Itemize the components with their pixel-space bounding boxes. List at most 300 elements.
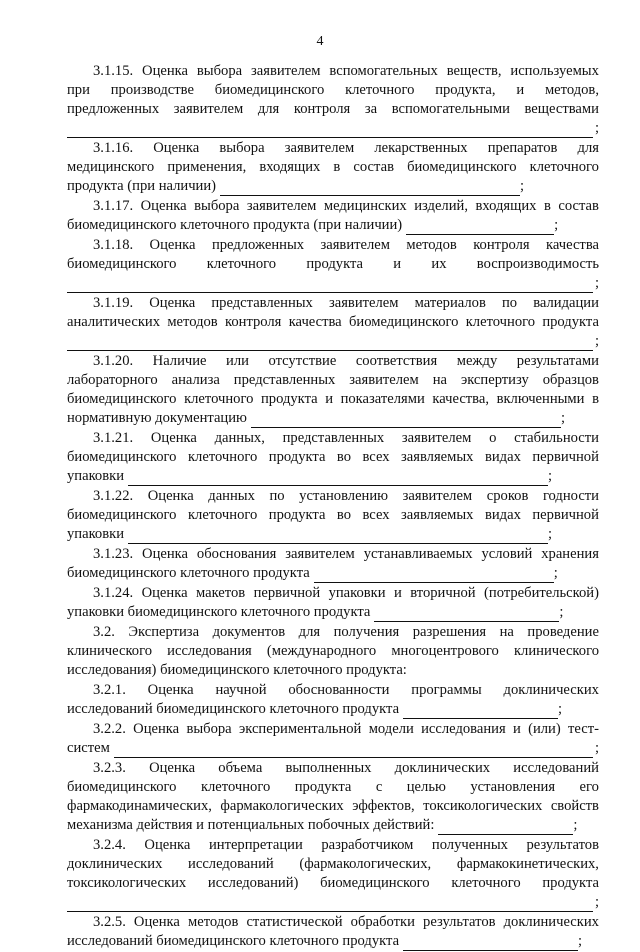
word: доклинических	[67, 856, 163, 872]
word: производстве	[110, 82, 194, 98]
word: объема	[218, 760, 263, 776]
word: изделий,	[414, 198, 468, 214]
line-text: упаковки	[67, 468, 125, 484]
word: заявителем	[285, 546, 355, 562]
word: заявителем	[173, 101, 244, 117]
text-line	[67, 62, 599, 81]
word: Оценка	[140, 198, 187, 214]
word: заявителем	[251, 63, 321, 79]
fill-in-blank[interactable]	[403, 935, 578, 951]
word: условий	[481, 546, 533, 562]
line-end-punct: ;	[553, 565, 558, 581]
word: исследований	[188, 856, 274, 872]
word: продукта,	[435, 82, 496, 98]
word: (или)	[528, 721, 561, 737]
word: клеточного	[187, 449, 258, 465]
word: (потребительской)	[484, 585, 599, 601]
word: 3.1.20.	[93, 353, 134, 369]
word: доклинических	[503, 682, 599, 698]
word: годности	[542, 488, 599, 504]
word: образцов	[542, 372, 599, 388]
fill-in-blank[interactable]	[67, 279, 593, 293]
word: 3.1.18.	[93, 237, 134, 253]
word: клеточного	[206, 256, 277, 272]
fill-in-blank[interactable]	[403, 703, 558, 719]
word: Наличие	[152, 353, 207, 369]
word: установления	[470, 779, 556, 795]
document-body	[67, 62, 599, 952]
clause-3-1-19	[67, 294, 599, 351]
line-end-punct: ;	[594, 120, 599, 136]
word: за	[364, 101, 378, 117]
word: биомедицинского	[407, 159, 517, 175]
word: тест-	[568, 721, 599, 737]
line-end-punct: ;	[594, 333, 599, 349]
word: 3.2.	[93, 624, 115, 640]
text-line	[67, 177, 599, 196]
text-line	[67, 584, 599, 603]
fill-in-blank[interactable]	[67, 898, 593, 912]
text-line	[67, 564, 599, 583]
word: 3.1.17.	[93, 198, 134, 214]
word: на	[499, 624, 514, 640]
text-line	[67, 487, 599, 506]
word: продукта	[260, 391, 318, 407]
word: контроля	[473, 237, 530, 253]
fill-in-blank[interactable]	[128, 470, 548, 486]
word: (фармакологических,	[299, 856, 432, 872]
word: состав	[558, 198, 599, 214]
word: (международного	[266, 643, 377, 659]
word: соответствия	[355, 353, 438, 369]
word: фармакодинамических,	[67, 798, 212, 814]
line-text: нормативную документацию	[67, 410, 247, 426]
text-line	[67, 778, 599, 797]
word: при	[67, 82, 90, 98]
word: Экспертиза	[128, 624, 200, 640]
line-text: биомедицинского клеточного продукта (при наличии)	[67, 217, 403, 233]
word: заявителем	[284, 140, 355, 156]
word: показателями	[340, 391, 425, 407]
word: входящих	[259, 159, 321, 175]
word: 3.2.3.	[93, 760, 126, 776]
word: установлению	[299, 488, 389, 504]
word: клеточного	[345, 82, 415, 98]
text-line	[67, 525, 599, 544]
word: Оценка	[147, 682, 194, 698]
word: выбора	[194, 198, 240, 214]
fill-in-blank[interactable]	[128, 528, 548, 544]
word: проведение	[527, 624, 599, 640]
clause-3-1-18	[67, 236, 599, 293]
text-line	[67, 874, 599, 893]
line-end-punct: ;	[594, 275, 599, 291]
word: биомедицинского	[67, 256, 177, 272]
line-text: механизма действия и потенциальных побочных действий:	[67, 817, 435, 833]
word: веществами	[524, 101, 599, 117]
word: токсикологических	[67, 875, 187, 891]
word: токсикологических	[423, 798, 543, 814]
line-end-punct: ;	[578, 933, 583, 949]
word: данных,	[214, 430, 265, 446]
word: фармакологических	[220, 798, 344, 814]
word: сроков	[486, 488, 529, 504]
text-line	[67, 158, 599, 177]
word: для	[298, 624, 321, 640]
line-end-punct: ;	[548, 468, 553, 484]
fill-in-blank[interactable]	[67, 124, 593, 138]
clause-3-1-15	[67, 62, 599, 138]
word: результатов	[526, 837, 599, 853]
word: статистической	[246, 914, 343, 930]
word: качества	[546, 237, 599, 253]
word: включенными	[496, 391, 585, 407]
word: выполненных	[285, 760, 372, 776]
line-text: упаковки биомедицинского клеточного продукта	[67, 604, 371, 620]
word: с	[375, 779, 383, 795]
word: макетов	[195, 585, 246, 601]
word: их	[431, 256, 447, 272]
text-line	[67, 332, 599, 351]
fill-in-blank[interactable]	[406, 219, 554, 235]
word: разработчиком	[321, 837, 414, 853]
text-line	[67, 855, 599, 874]
word: продукта	[268, 449, 326, 465]
word: исследования	[421, 721, 506, 737]
word: и	[393, 256, 402, 272]
word: программы	[411, 682, 482, 698]
text-line	[67, 759, 599, 778]
text-line	[67, 913, 599, 932]
word: 3.1.23.	[93, 546, 134, 562]
word: биомедицинского	[348, 314, 459, 330]
word: во	[336, 507, 351, 523]
line-end-punct: ;	[573, 817, 578, 833]
text-line	[67, 603, 599, 622]
fill-in-blank[interactable]	[251, 412, 561, 428]
word: документов	[212, 624, 286, 640]
word: видах	[484, 507, 521, 523]
word: 3.2.5.	[93, 914, 126, 930]
word: полученных	[431, 837, 508, 853]
word: по	[501, 295, 518, 311]
word: представленных	[282, 430, 385, 446]
word: выбора	[186, 721, 232, 737]
clause-3-2-4	[67, 836, 599, 912]
word: исследований	[513, 760, 599, 776]
text-line	[67, 816, 599, 835]
word: на	[432, 372, 447, 388]
line-end-punct: ;	[559, 604, 564, 620]
word: и	[394, 585, 402, 601]
word: контроля	[293, 101, 351, 117]
word: Оценка	[149, 760, 196, 776]
clause-3-2	[67, 623, 599, 680]
word: лекарственных	[374, 140, 468, 156]
word: клеточного	[184, 391, 254, 407]
word: биомедицинского	[67, 507, 177, 523]
text-line	[67, 100, 599, 119]
word: многоцентрового	[391, 643, 499, 659]
word: и	[516, 82, 525, 98]
word: вспомогательных	[329, 63, 438, 79]
text-line	[67, 467, 599, 486]
clause-3-2-2	[67, 720, 599, 758]
word: Оценка	[141, 585, 188, 601]
word: или	[226, 353, 249, 369]
line-end-punct: ;	[554, 217, 559, 233]
word: состав	[353, 159, 394, 175]
line-text: исследований биомедицинского клеточного продукта	[67, 933, 400, 949]
word: исследований)	[207, 875, 299, 891]
word: биомедицинского	[67, 779, 177, 795]
text-line	[67, 681, 599, 700]
word: качества	[288, 314, 342, 330]
word: обработки	[350, 914, 415, 930]
word: 3.1.16.	[93, 140, 134, 156]
word: методов	[167, 314, 218, 330]
text-line	[67, 119, 599, 138]
word: первичной	[532, 507, 599, 523]
word: представленных	[211, 295, 313, 311]
clause-3-2-5	[67, 913, 599, 951]
word: Оценка	[147, 488, 194, 504]
word: всех	[362, 507, 390, 523]
word: 3.1.21.	[93, 430, 134, 446]
word: обоснованности	[288, 682, 390, 698]
word: клеточного	[465, 314, 536, 330]
text-line	[67, 893, 599, 912]
word: первичной	[253, 585, 321, 601]
word: в	[592, 391, 599, 407]
word: 3.1.24.	[93, 585, 134, 601]
word: вторичной	[410, 585, 476, 601]
fill-in-blank[interactable]	[314, 567, 554, 583]
clause-3-1-21	[67, 429, 599, 486]
text-line	[67, 352, 599, 371]
word: медицинского	[67, 159, 155, 175]
word: исследования	[167, 643, 252, 659]
word: экспертизу	[460, 372, 529, 388]
text-line	[67, 720, 599, 739]
word: упаковки	[328, 585, 386, 601]
word: клеточного	[451, 875, 521, 891]
fill-in-blank[interactable]	[220, 180, 520, 196]
clause-3-1-17	[67, 197, 599, 235]
line-end-punct: ;	[520, 178, 525, 194]
line-text: исследований биомедицинского клеточного продукта	[67, 701, 400, 717]
word: 3.2.1.	[93, 682, 126, 698]
text-line	[67, 429, 599, 448]
word: предложенных	[67, 101, 160, 117]
text-line	[67, 409, 599, 428]
word: 3.1.22.	[93, 488, 134, 504]
word: результатов	[423, 914, 496, 930]
fill-in-blank[interactable]	[438, 819, 573, 835]
word: и	[512, 721, 521, 737]
text-line	[67, 448, 599, 467]
word: видах	[484, 449, 521, 465]
clause-3-1-22	[67, 487, 599, 544]
text-line	[67, 294, 599, 313]
word: экспериментальной	[238, 721, 362, 737]
word: Оценка	[149, 295, 196, 311]
clause-3-1-16	[67, 139, 599, 196]
word: получения	[333, 624, 400, 640]
text-line	[67, 932, 599, 951]
page-number: 4	[316, 34, 324, 49]
word: Оценка	[142, 63, 189, 79]
word: используемых	[510, 63, 599, 79]
word: результатами	[516, 353, 599, 369]
word: материалов	[414, 295, 486, 311]
word: клеточного	[187, 507, 258, 523]
word: продукта	[542, 314, 599, 330]
line-end-punct: ;	[548, 526, 553, 542]
word: и	[325, 391, 333, 407]
word: представленных	[233, 372, 336, 388]
word: Оценка	[144, 837, 191, 853]
word: 3.2.2.	[93, 721, 126, 737]
word: 3.1.19.	[93, 295, 134, 311]
word: продукта	[542, 875, 599, 891]
word: биомедицинского	[214, 82, 325, 98]
text-line	[67, 371, 599, 390]
text-line	[67, 506, 599, 525]
word: клинического	[513, 643, 599, 659]
word: клеточного	[200, 779, 271, 795]
line-end-punct: ;	[594, 894, 599, 910]
word: доклинических	[394, 760, 491, 776]
text-line	[67, 700, 599, 719]
word: заявителем	[328, 295, 399, 311]
word: вспомогательными	[391, 101, 510, 117]
word: 3.1.15.	[93, 63, 134, 79]
word: заявляемых	[401, 507, 474, 523]
line-end-punct: ;	[560, 410, 566, 426]
word: входящих	[475, 198, 537, 214]
fill-in-blank[interactable]	[374, 606, 559, 622]
word: биомедицинского	[67, 449, 177, 465]
word: лабораторного	[67, 372, 158, 388]
word: между	[456, 353, 498, 369]
fill-in-blank[interactable]	[67, 337, 593, 351]
word: заявителем	[320, 237, 390, 253]
word: целью	[406, 779, 446, 795]
text-line	[67, 623, 599, 642]
word: стабильности	[514, 430, 599, 446]
text-line	[67, 216, 599, 235]
clause-3-1-20	[67, 352, 599, 428]
word: научной	[215, 682, 267, 698]
word: устанавливаемых	[363, 546, 473, 562]
text-line	[67, 836, 599, 855]
word: доклинических	[503, 914, 599, 930]
word: данных	[208, 488, 255, 504]
word: фармакокинетических,	[456, 856, 599, 872]
text-line	[67, 739, 599, 758]
word: предложенных	[211, 237, 305, 253]
word: методов,	[544, 82, 599, 98]
text-line	[67, 797, 599, 816]
word: в	[543, 198, 551, 214]
clause-3-2-3	[67, 759, 599, 835]
word: о	[489, 430, 497, 446]
word: веществ,	[446, 63, 502, 79]
word: модели	[368, 721, 414, 737]
word: хранения	[541, 546, 599, 562]
text-line	[67, 81, 599, 100]
word: медицинских	[323, 198, 407, 214]
word: Оценка	[133, 914, 180, 930]
word: его	[579, 779, 599, 795]
clause-3-1-23	[67, 545, 599, 583]
word: биомедицинского	[320, 875, 430, 891]
word: заявителем	[402, 488, 473, 504]
text-line	[67, 313, 599, 332]
word: методов	[187, 914, 239, 930]
word: аналитических	[67, 314, 161, 330]
word: выбора	[219, 140, 265, 156]
word: препаратов	[487, 140, 558, 156]
line-text: биомедицинского клеточного продукта	[67, 565, 310, 581]
text-line	[67, 642, 599, 661]
word: применения,	[167, 159, 247, 175]
word: всех	[362, 449, 390, 465]
text-line	[67, 390, 599, 409]
text-line	[67, 255, 599, 274]
word: продукта	[306, 256, 364, 272]
line-end-punct: ;	[594, 740, 599, 756]
word: Оценка	[133, 721, 180, 737]
line-text: упаковки	[67, 526, 125, 542]
word: биомедицинского	[67, 391, 177, 407]
word: отсутствие	[268, 353, 337, 369]
word: интерпретации	[208, 837, 303, 853]
text-line	[67, 139, 599, 158]
word: заявителем	[246, 198, 317, 214]
word: Оценка	[149, 237, 196, 253]
word: заявляемых	[401, 449, 474, 465]
word: качества,	[432, 391, 489, 407]
word: по	[269, 488, 285, 504]
word: для	[257, 101, 280, 117]
word: разрешения	[412, 624, 487, 640]
word: обоснования	[196, 546, 277, 562]
word: анализа	[171, 372, 220, 388]
word: контроля	[224, 314, 282, 330]
clause-3-1-24	[67, 584, 599, 622]
word: в	[333, 159, 341, 175]
word: первичной	[532, 449, 599, 465]
text-line	[67, 545, 599, 564]
text-line	[67, 197, 599, 216]
line-text: систем	[67, 740, 110, 756]
word: для	[577, 140, 599, 156]
word: 3.2.4.	[93, 837, 126, 853]
word: Оценка	[142, 546, 189, 562]
word: методов	[406, 237, 457, 253]
word: выбора	[196, 63, 243, 79]
word: продукта	[294, 779, 352, 795]
clause-3-2-1	[67, 681, 599, 719]
text-line	[67, 274, 599, 293]
word: клинического	[67, 643, 153, 659]
word: эффектов,	[352, 798, 415, 814]
word: Оценка	[153, 140, 200, 156]
word: заявителем	[401, 430, 472, 446]
fill-in-blank[interactable]	[114, 744, 593, 758]
